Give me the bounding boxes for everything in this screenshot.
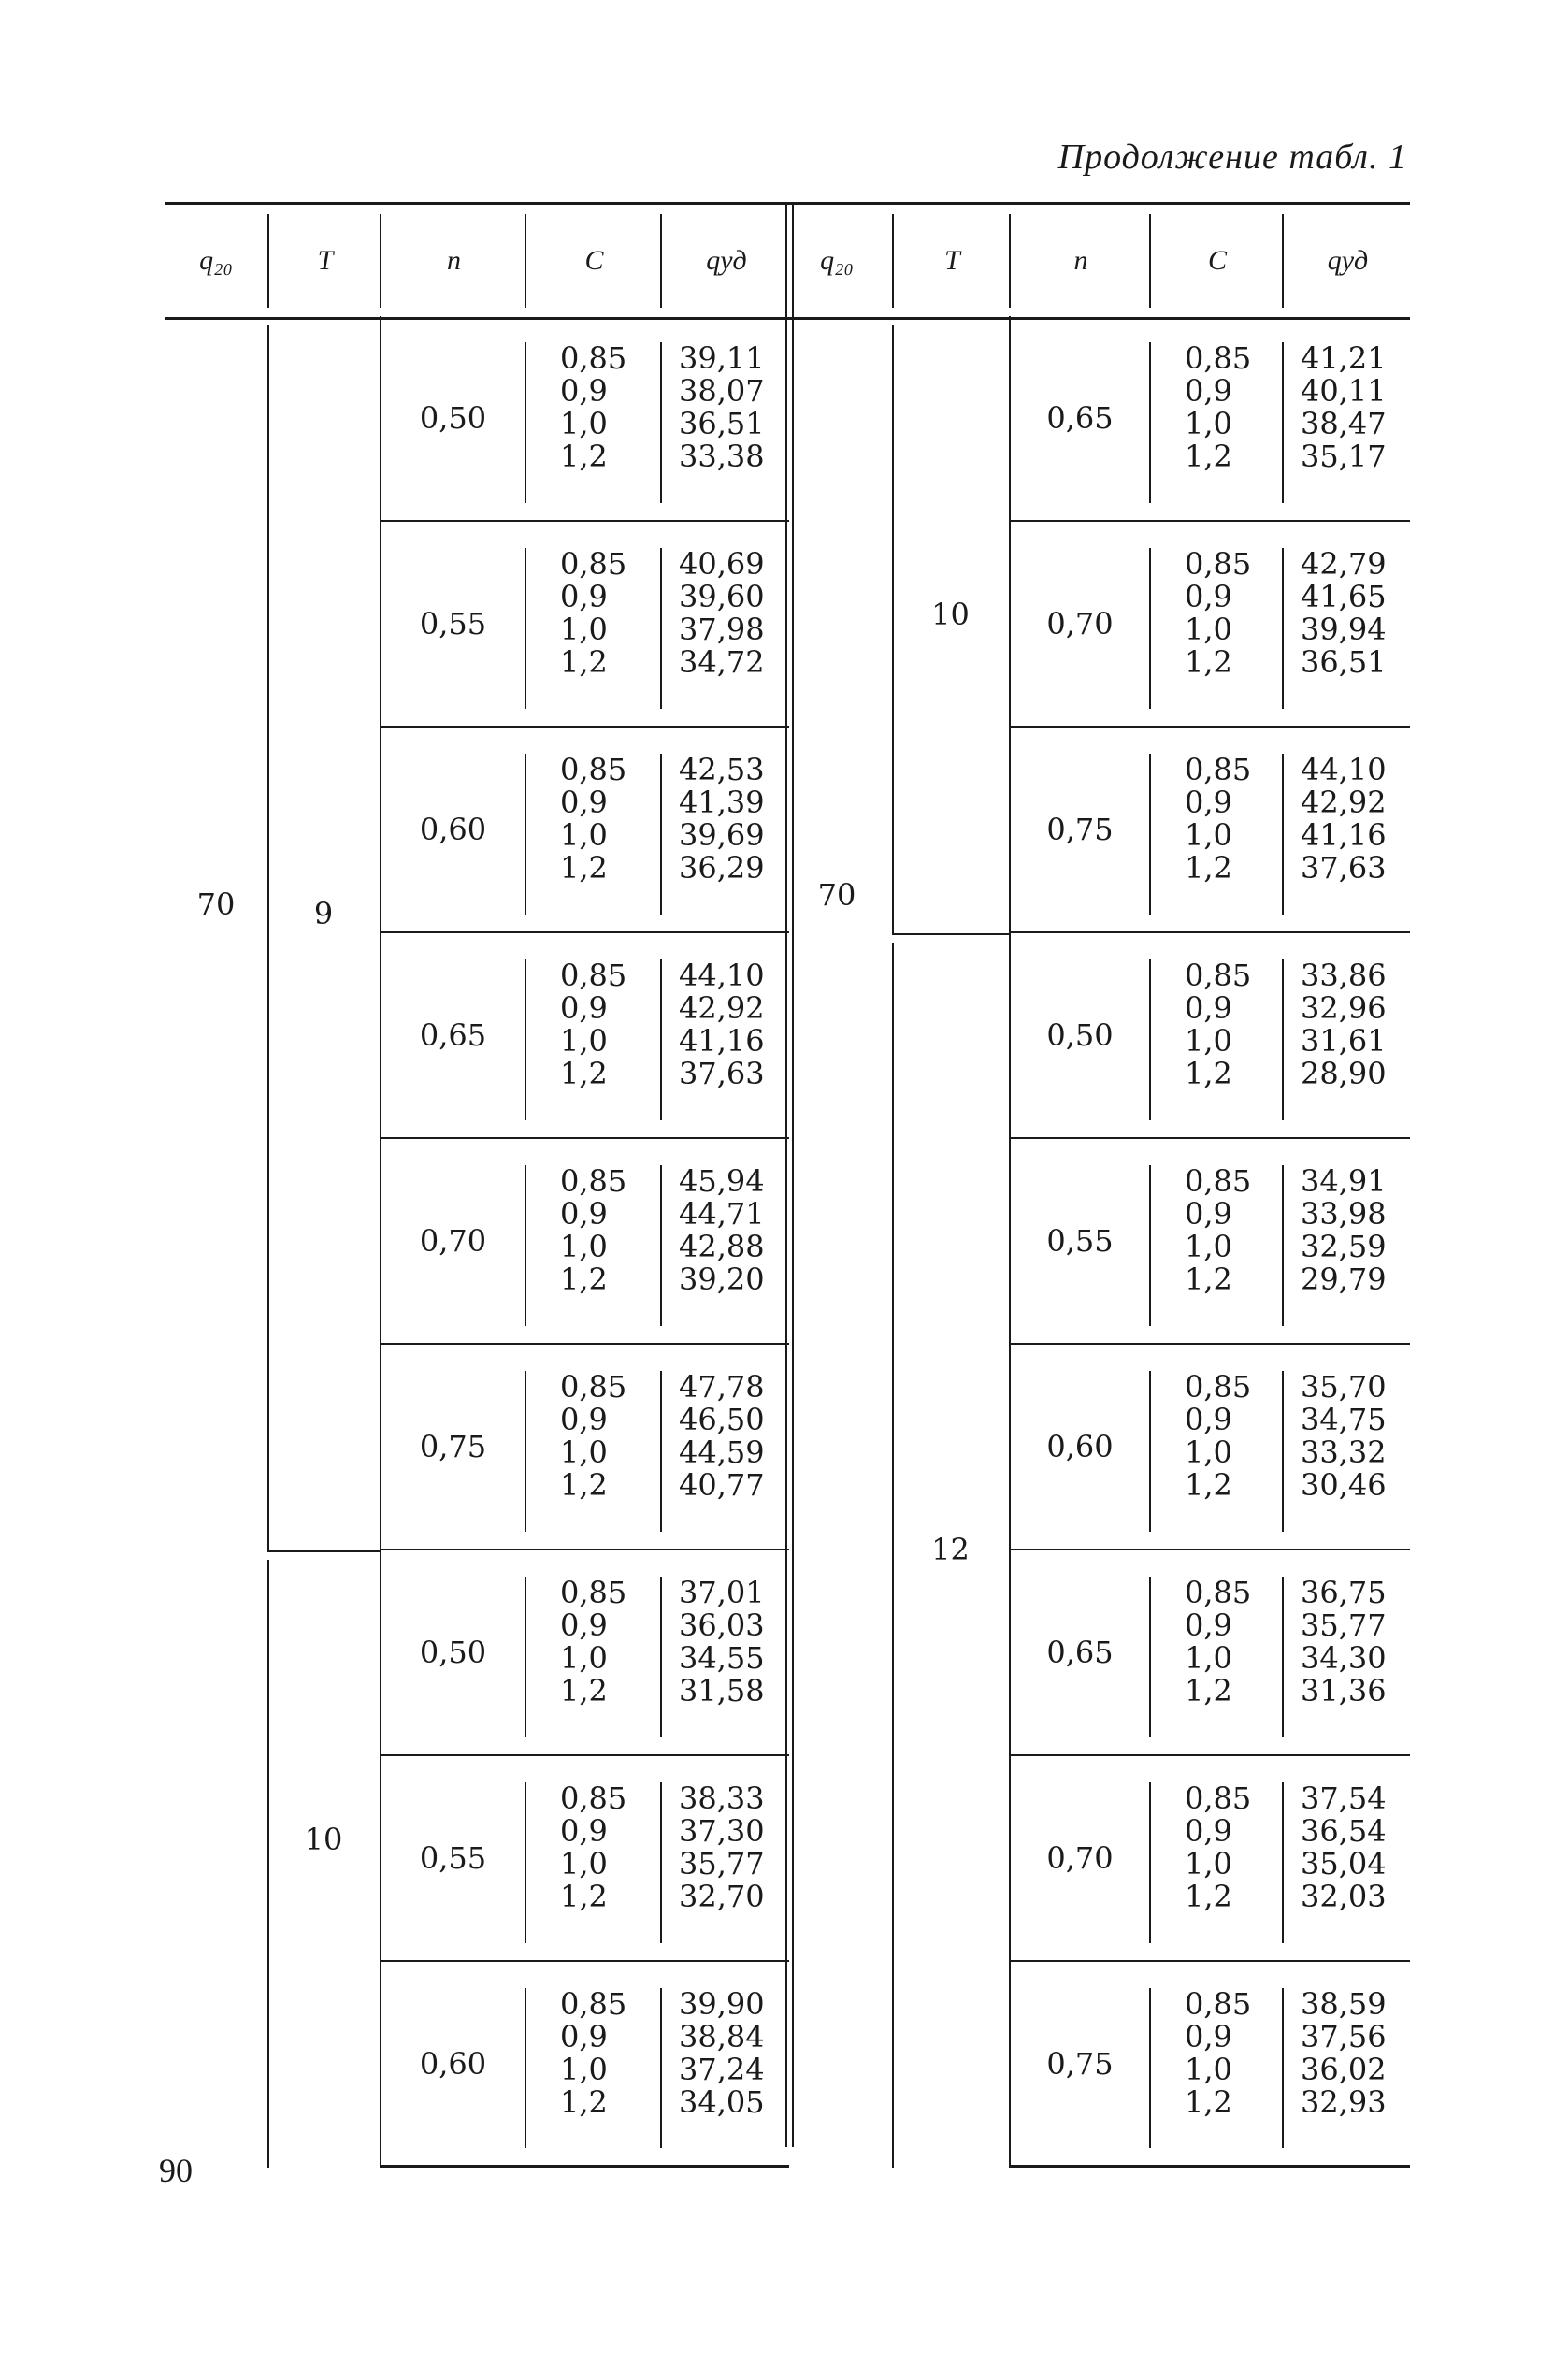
c-value: 1,2 (1185, 439, 1232, 474)
c-value: 1,2 (560, 1879, 608, 1914)
c-value: 0,9 (560, 373, 608, 409)
q-value: 31,58 (679, 1673, 765, 1708)
q-value: 37,56 (1301, 2019, 1387, 2054)
n-value: 0,50 (1009, 933, 1149, 1137)
c-value: 0,9 (1185, 579, 1232, 614)
q-value: 38,47 (1301, 406, 1387, 441)
q-value: 33,86 (1301, 958, 1387, 993)
header-q20: q₂₀ (199, 245, 233, 276)
q-value: 35,70 (1301, 1369, 1387, 1405)
q-value: 36,54 (1301, 1813, 1387, 1849)
c-values (1149, 1782, 1282, 1943)
c-value: 1,0 (560, 406, 608, 441)
c-value: 1,0 (560, 1846, 608, 1881)
q-value: 31,36 (1301, 1673, 1387, 1708)
c-value: 1,2 (560, 439, 608, 474)
q-value: 32,59 (1301, 1229, 1387, 1264)
c-value: 1,0 (1185, 1023, 1232, 1059)
c-value: 0,85 (560, 546, 627, 582)
c-values (1149, 342, 1282, 503)
header-n: n (380, 214, 526, 308)
q-values (1282, 754, 1410, 915)
q-value: 41,16 (679, 1023, 765, 1059)
n-value: 0,60 (1009, 1345, 1149, 1549)
q-values (1282, 1165, 1410, 1326)
q-value: 32,93 (1301, 2084, 1387, 2120)
q-value: 39,69 (679, 817, 765, 853)
c-value: 1,2 (560, 2084, 608, 2120)
c-value: 0,85 (560, 1163, 627, 1199)
q-value: 41,65 (1301, 579, 1387, 614)
c-value: 1,2 (560, 850, 608, 886)
c-value: 1,0 (560, 1640, 608, 1676)
q-value: 36,29 (679, 850, 765, 886)
q-value: 40,69 (679, 546, 765, 582)
c-value: 0,9 (560, 1196, 608, 1232)
c-value: 1,0 (560, 1023, 608, 1059)
q-values (1282, 1577, 1410, 1737)
q-value: 36,51 (1301, 644, 1387, 680)
q-value: 42,79 (1301, 546, 1387, 582)
header-t: T (892, 214, 1011, 308)
c-value: 0,85 (1185, 1369, 1252, 1405)
table-left-half (165, 202, 789, 2147)
table-body (782, 316, 1410, 2147)
n-value: 0,60 (380, 728, 525, 931)
c-value: 1,2 (1185, 1261, 1232, 1297)
t-group (892, 316, 1009, 935)
q-value: 36,51 (679, 406, 765, 441)
q-value: 36,75 (1301, 1575, 1387, 1610)
table-row (1009, 933, 1410, 1139)
q-value: 45,94 (679, 1163, 765, 1199)
table-row (1009, 316, 1410, 522)
q-values (660, 1988, 789, 2148)
table-row (380, 933, 789, 1139)
c-value: 1,0 (560, 817, 608, 853)
c-values (1149, 1988, 1282, 2148)
q-values (660, 754, 789, 915)
c-value: 0,9 (560, 785, 608, 820)
n-value: 0,70 (380, 1139, 525, 1343)
q-value: 30,46 (1301, 1467, 1387, 1503)
c-value: 1,0 (560, 612, 608, 647)
c-value: 0,9 (560, 1813, 608, 1849)
c-value: 0,9 (1185, 373, 1232, 409)
c-value: 0,9 (1185, 1813, 1232, 1849)
c-value: 1,2 (560, 644, 608, 680)
c-value: 1,2 (1185, 1879, 1232, 1914)
header-c: C (525, 214, 662, 308)
c-value: 0,9 (1185, 1402, 1232, 1437)
q-value: 39,94 (1301, 612, 1387, 647)
table-row (1009, 1139, 1410, 1345)
c-values (525, 1988, 660, 2148)
table-row (1009, 1550, 1410, 1756)
c-value: 0,9 (560, 1607, 608, 1643)
q-value: 35,04 (1301, 1846, 1387, 1881)
c-values (1149, 959, 1282, 1120)
c-value: 1,0 (1185, 2052, 1232, 2087)
c-value: 0,85 (1185, 958, 1252, 993)
t-group (267, 316, 380, 1552)
c-value: 1,2 (1185, 2084, 1232, 2120)
q-value: 44,10 (679, 958, 765, 993)
q-value: 42,53 (679, 752, 765, 787)
c-value: 1,0 (560, 1229, 608, 1264)
c-values (525, 1165, 660, 1326)
c-value: 1,0 (560, 2052, 608, 2087)
c-values (525, 342, 660, 503)
c-value: 1,0 (560, 1434, 608, 1470)
c-value: 1,2 (560, 1467, 608, 1503)
header-q-ud: qуд (1282, 214, 1412, 308)
q-value: 41,39 (679, 785, 765, 820)
c-values (1149, 548, 1282, 709)
c-value: 0,9 (1185, 1196, 1232, 1232)
n-value: 0,75 (380, 1345, 525, 1549)
c-values (1149, 754, 1282, 915)
c-values (1149, 1577, 1282, 1737)
q-value: 38,33 (679, 1780, 765, 1816)
n-value: 0,50 (380, 1550, 525, 1754)
n-value: 0,60 (380, 1962, 525, 2165)
q-value: 36,02 (1301, 2052, 1387, 2087)
c-value: 0,85 (560, 752, 627, 787)
q-values (660, 1165, 789, 1326)
c-value: 0,9 (560, 579, 608, 614)
q-value: 42,92 (1301, 785, 1387, 820)
c-values (525, 754, 660, 915)
q-value: 35,17 (1301, 439, 1387, 474)
q20-value: 70 (817, 877, 856, 913)
q-values (1282, 342, 1410, 503)
c-values (525, 1577, 660, 1737)
q-value: 46,50 (679, 1402, 765, 1437)
q-values (1282, 548, 1410, 709)
q-values (1282, 959, 1410, 1120)
c-value: 1,2 (1185, 1467, 1232, 1503)
c-values (1149, 1371, 1282, 1532)
q-value: 39,20 (679, 1261, 765, 1297)
table-row (1009, 522, 1410, 728)
q-value: 39,90 (679, 1986, 765, 2022)
q-value: 41,21 (1301, 340, 1387, 376)
q-values (660, 1371, 789, 1532)
c-values (525, 959, 660, 1120)
table-header (782, 202, 1410, 320)
c-values (1149, 1165, 1282, 1326)
q-value: 37,30 (679, 1813, 765, 1849)
c-value: 1,2 (1185, 1673, 1232, 1708)
q-values (660, 342, 789, 503)
q-value: 37,54 (1301, 1780, 1387, 1816)
q-value: 44,10 (1301, 752, 1387, 787)
q-value: 42,92 (679, 990, 765, 1026)
n-value: 0,65 (1009, 1550, 1149, 1754)
q-value: 32,70 (679, 1879, 765, 1914)
q-value: 34,55 (679, 1640, 765, 1676)
c-value: 0,85 (560, 340, 627, 376)
q-value: 38,84 (679, 2019, 765, 2054)
q-value: 35,77 (1301, 1607, 1387, 1643)
c-value: 0,85 (1185, 546, 1252, 582)
table-row (380, 522, 789, 728)
c-value: 0,9 (1185, 785, 1232, 820)
q-value: 34,05 (679, 2084, 765, 2120)
c-value: 0,9 (1185, 2019, 1232, 2054)
n-value: 0,75 (1009, 1962, 1149, 2165)
q-value: 32,03 (1301, 1879, 1387, 1914)
c-value: 0,9 (560, 1402, 608, 1437)
c-values (525, 548, 660, 709)
t-value: 12 (931, 1532, 970, 1567)
q-values (1282, 1371, 1410, 1532)
table-row (380, 1962, 789, 2168)
table-row (380, 1139, 789, 1345)
n-value: 0,65 (1009, 316, 1149, 520)
table-row (1009, 728, 1410, 933)
t-value: 10 (304, 1822, 343, 1857)
table-row (380, 728, 789, 933)
q-value: 37,01 (679, 1575, 765, 1610)
n-value: 0,50 (380, 316, 525, 520)
table-row (1009, 1962, 1410, 2168)
page-number: 90 (159, 2152, 193, 2189)
c-value: 1,2 (560, 1261, 608, 1297)
c-value: 0,9 (1185, 990, 1232, 1026)
c-value: 0,85 (560, 1780, 627, 1816)
q-values (1282, 1782, 1410, 1943)
c-value: 1,2 (560, 1056, 608, 1091)
header-n: n (1009, 214, 1151, 308)
q-values (1282, 1988, 1410, 2148)
q-value: 28,90 (1301, 1056, 1387, 1091)
c-value: 0,9 (560, 2019, 608, 2054)
table-row (380, 316, 789, 522)
q-values (660, 1577, 789, 1737)
table-row (380, 1550, 789, 1756)
c-value: 0,85 (1185, 1986, 1252, 2022)
q-value: 37,98 (679, 612, 765, 647)
c-value: 0,85 (1185, 340, 1252, 376)
q-value: 34,30 (1301, 1640, 1387, 1676)
q-values (660, 959, 789, 1120)
q-value: 40,11 (1301, 373, 1387, 409)
q-value: 33,98 (1301, 1196, 1387, 1232)
header-t: T (267, 214, 381, 308)
table-caption: Продолжение табл. 1 (1057, 137, 1407, 177)
q-value: 41,16 (1301, 817, 1387, 853)
c-value: 1,0 (1185, 1229, 1232, 1264)
c-value: 1,0 (1185, 612, 1232, 647)
c-value: 0,85 (1185, 752, 1252, 787)
rows-container (1009, 316, 1410, 2168)
q-value: 36,03 (679, 1607, 765, 1643)
q-value: 35,77 (679, 1846, 765, 1881)
q-value: 31,61 (1301, 1023, 1387, 1059)
c-value: 1,2 (1185, 1056, 1232, 1091)
q-value: 37,63 (679, 1056, 765, 1091)
c-value: 0,85 (560, 1369, 627, 1405)
c-value: 0,85 (560, 1986, 627, 2022)
q-value: 47,78 (679, 1369, 765, 1405)
n-value: 0,70 (1009, 1756, 1149, 1960)
table-right-half (782, 202, 1410, 2147)
n-value: 0,65 (380, 933, 525, 1137)
q-value: 44,59 (679, 1434, 765, 1470)
header-c: C (1149, 214, 1284, 308)
c-value: 1,0 (1185, 1846, 1232, 1881)
t-value: 10 (931, 597, 970, 632)
table-body (165, 316, 789, 2147)
q-value: 33,32 (1301, 1434, 1387, 1470)
q-value: 33,38 (679, 439, 765, 474)
q-value: 42,88 (679, 1229, 765, 1264)
q-value: 34,75 (1301, 1402, 1387, 1437)
header-q20: q₂₀ (820, 245, 854, 276)
c-value: 0,85 (560, 1575, 627, 1610)
c-value: 1,0 (1185, 406, 1232, 441)
c-value: 0,85 (560, 958, 627, 993)
q-value: 32,96 (1301, 990, 1387, 1026)
table-row (380, 1345, 789, 1550)
n-value: 0,55 (1009, 1139, 1149, 1343)
c-value: 0,85 (1185, 1780, 1252, 1816)
table-row (380, 1756, 789, 1962)
q-value: 38,59 (1301, 1986, 1387, 2022)
table-header (165, 202, 789, 320)
q-value: 37,63 (1301, 850, 1387, 886)
n-value: 0,55 (380, 1756, 525, 1960)
q-value: 38,07 (679, 373, 765, 409)
q-value: 39,11 (679, 340, 765, 376)
q-value: 37,24 (679, 2052, 765, 2087)
t-group (892, 933, 1009, 2168)
c-values (525, 1782, 660, 1943)
q-value: 29,79 (1301, 1261, 1387, 1297)
q-value: 34,91 (1301, 1163, 1387, 1199)
q-value: 40,77 (679, 1467, 765, 1503)
table-row (1009, 1756, 1410, 1962)
c-value: 1,2 (560, 1673, 608, 1708)
n-value: 0,55 (380, 522, 525, 726)
c-value: 0,85 (1185, 1163, 1252, 1199)
q-values (660, 1782, 789, 1943)
c-value: 1,2 (1185, 850, 1232, 886)
n-value: 0,75 (1009, 728, 1149, 931)
c-value: 0,9 (560, 990, 608, 1026)
q-value: 34,72 (679, 644, 765, 680)
c-value: 1,0 (1185, 1640, 1232, 1676)
c-values (525, 1371, 660, 1532)
c-value: 1,2 (1185, 644, 1232, 680)
q-value: 44,71 (679, 1196, 765, 1232)
header-q-ud: qуд (660, 214, 791, 308)
c-value: 0,9 (1185, 1607, 1232, 1643)
c-value: 1,0 (1185, 1434, 1232, 1470)
q-value: 39,60 (679, 579, 765, 614)
c-value: 1,0 (1185, 817, 1232, 853)
q20-value: 70 (196, 886, 236, 922)
rows-container (380, 316, 789, 2168)
t-group (267, 1550, 380, 2168)
table-row (1009, 1345, 1410, 1550)
n-value: 0,70 (1009, 522, 1149, 726)
q-values (660, 548, 789, 709)
t-value: 9 (313, 896, 334, 931)
c-value: 0,85 (1185, 1575, 1252, 1610)
